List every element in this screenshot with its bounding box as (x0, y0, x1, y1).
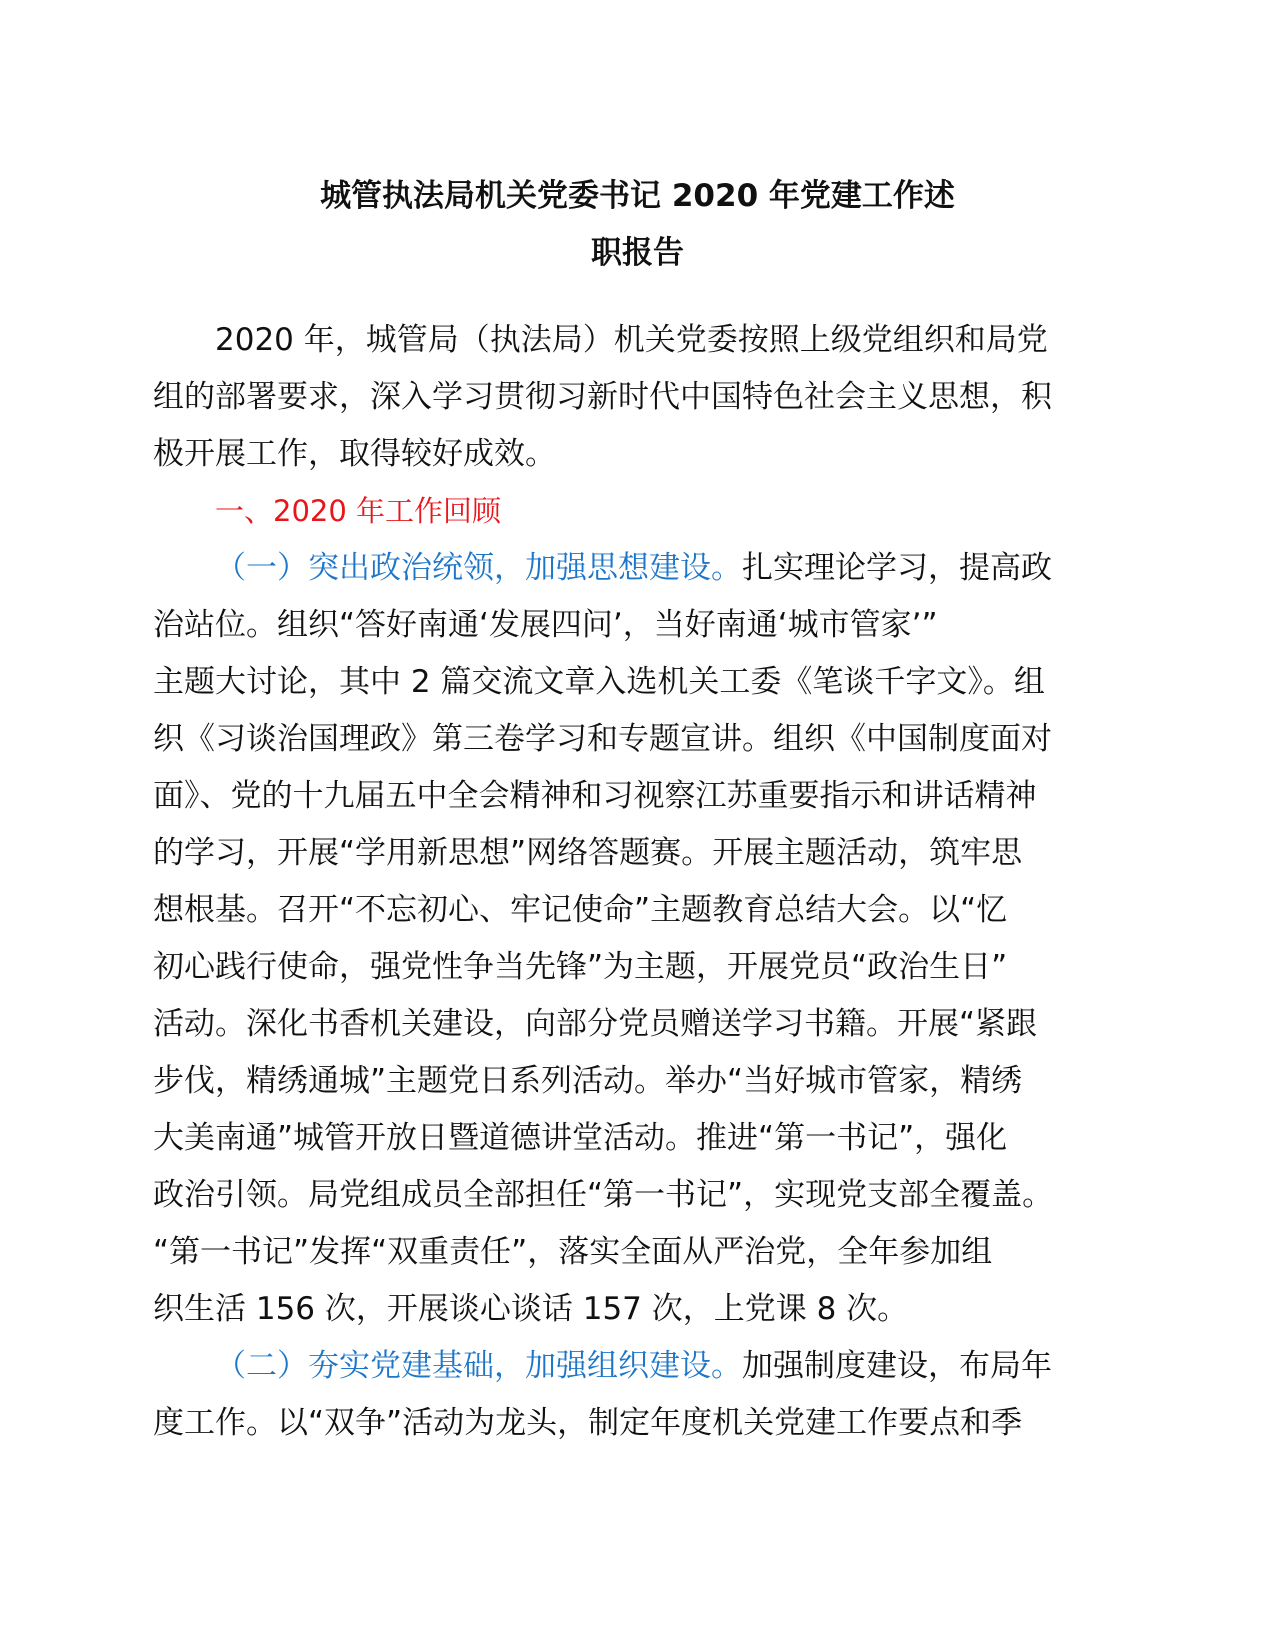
subsection-1-paragraph (153, 540, 1093, 1338)
paragraph-line: 度工作。以“双争”活动为龙头，制定年度机关党建工作要点和季 (153, 1405, 1023, 1441)
subsection-2-first-line (153, 1338, 1093, 1395)
document-body (153, 312, 1093, 1452)
title-line-2: 职报告 (591, 235, 684, 271)
paragraph-line: 的学习，开展“学用新思想”网络答题赛。开展主题活动，筑牢思 (153, 835, 1023, 871)
section-heading-review: 一、2020 年工作回顾 (215, 494, 502, 528)
subsection-2-paragraph (153, 1338, 1093, 1452)
paragraph-line: 活动。深化书香机关建设，向部分党员赠送学习书籍。开展“紧跟 (153, 1006, 1038, 1042)
document-title (150, 168, 1125, 282)
intro-line: 极开展工作，取得较好成效。 (153, 436, 556, 472)
paragraph-line: 织生活 156 次，开展谈心谈话 157 次，上党课 8 次。 (153, 1291, 909, 1327)
paragraph-line: 织《习谈治国理政》第三卷学习和专题宣讲。组织《中国制度面对 (153, 721, 1052, 757)
paragraph-line: 步伐，精绣通城”主题党日系列活动。举办“当好城市管家，精绣 (153, 1063, 1023, 1099)
subsection-1-first-line-text: 扎实理论学习，提高政 (742, 550, 1052, 586)
subsection-2-first-line-text: 加强制度建设，布局年 (742, 1348, 1052, 1384)
paragraph-line: 治站位。组织“答好南通‘发展四问’，当好南通‘城市管家’” (153, 607, 938, 643)
title-line-1: 城管执法局机关党委书记 2020 年党建工作述 (320, 178, 955, 214)
paragraph-line: 主题大讨论，其中 2 篇交流文章入选机关工委《笔谈千字文》。组 (153, 664, 1045, 700)
paragraph-line: 大美南通”城管开放日暨道德讲堂活动。推进“第一书记”，强化 (153, 1120, 1008, 1156)
paragraph-line: 初心践行使命，强党性争当先锋”为主题，开展党员“政治生日” (153, 949, 1008, 985)
intro-line: 组的部署要求，深入学习贯彻习新时代中国特色社会主义思想，积 (153, 379, 1052, 415)
intro-line: 2020 年，城管局（执法局）机关党委按照上级党组织和局党 (215, 322, 1048, 358)
subsection-1-first-line (153, 540, 1093, 597)
paragraph-line: 想根基。召开“不忘初心、牢记使命”主题教育总结大会。以“忆 (153, 892, 1008, 928)
subsection-1-heading: （一）突出政治统领，加强思想建设。 (215, 550, 742, 586)
intro-paragraph (153, 312, 1093, 483)
paragraph-line: 面》、党的十九届五中全会精神和习视察江苏重要指示和讲话精神 (153, 778, 1037, 814)
paragraph-line: 政治引领。局党组成员全部担任“第一书记”，实现党支部全覆盖。 (153, 1177, 1054, 1213)
paragraph-line: “第一书记”发挥“双重责任”，落实全面从严治党，全年参加组 (153, 1234, 993, 1270)
subsection-2-heading: （二）夯实党建基础，加强组织建设。 (215, 1348, 742, 1384)
